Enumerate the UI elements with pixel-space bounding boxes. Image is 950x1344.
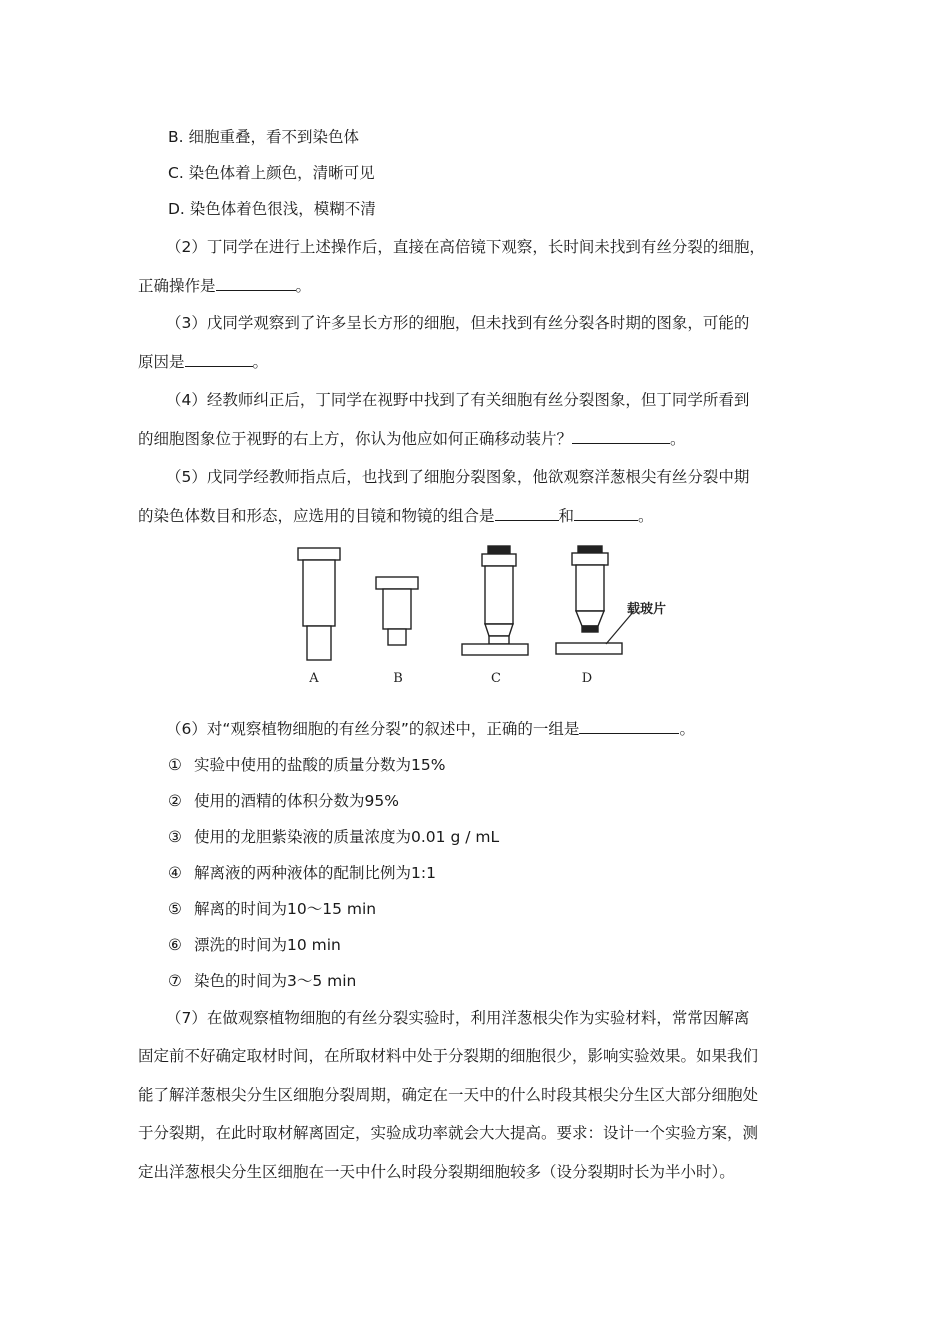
q2-answer-blank[interactable]: [216, 276, 296, 291]
q5-line2: [138, 506, 654, 526]
option-d: D. 染色体着色很浅，模糊不清: [168, 200, 376, 218]
eyepiece-b: [376, 577, 418, 645]
slide-label: 载玻片: [627, 602, 667, 617]
q6-answer-blank[interactable]: [579, 719, 679, 734]
q3-answer-blank[interactable]: [185, 352, 253, 367]
q5-suffix: 。: [638, 507, 654, 525]
item-text: 解离的时间为10～15 min: [194, 900, 377, 918]
item-number: ④: [168, 864, 182, 882]
q6-prefix: （6）对“观察植物细胞的有丝分裂”的叙述中，正确的一组是: [166, 720, 580, 738]
q4-suffix: 。: [670, 430, 686, 448]
item-text: 实验中使用的盐酸的质量分数为15%: [194, 756, 446, 774]
q6-line1: [166, 719, 695, 739]
q4-line2: [138, 429, 686, 449]
q7-line3: 能了解洋葱根尖分生区细胞分裂周期，确定在一天中的什么时段其根尖分生区大部分细胞处: [138, 1086, 759, 1104]
item-number: ⑥: [168, 936, 182, 954]
label-d: D: [581, 671, 593, 686]
item-text: 解离液的两种液体的配制比例为1:1: [194, 864, 436, 882]
q5-prefix: 的染色体数目和形态，应选用的目镜和物镜的组合是: [138, 507, 495, 525]
q3-line2: [138, 352, 268, 372]
q7-line4: 于分裂期，在此时取材解离固定，实验成功率就会大大提高。要求：设计一个实验方案，测: [138, 1124, 759, 1142]
item-text: 使用的龙胆紫染液的质量浓度为0.01 g / mL: [194, 828, 500, 846]
option-c: C. 染色体着上颜色，清晰可见: [168, 164, 375, 182]
item-number: ①: [168, 756, 182, 774]
q6-item: [168, 971, 356, 991]
q2-line1: （2）丁同学在进行上述操作后，直接在高倍镜下观察，长时间未找到有丝分裂的细胞，: [166, 238, 765, 256]
q6-suffix: 。: [679, 720, 695, 738]
q6-item: [168, 755, 445, 775]
q7-line2: 固定前不好确定取材时间，在所取材料中处于分裂期的细胞很少，影响实验效果。如果我们: [138, 1047, 759, 1065]
label-a: A: [309, 671, 319, 686]
lens-figure: [290, 540, 667, 690]
q3-line1: （3）戊同学观察到了许多呈长方形的细胞，但未找到有丝分裂各时期的图象，可能的: [166, 314, 750, 332]
objective-d: [556, 546, 634, 654]
q3-suffix: 。: [252, 353, 269, 371]
item-text: 使用的酒精的体积分数为95%: [194, 792, 399, 810]
q4-line1: （4）经教师纠正后，丁同学在视野中找到了有关细胞有丝分裂图象，但丁同学所看到: [166, 391, 750, 409]
objective-c: [462, 546, 528, 655]
item-number: ③: [168, 828, 182, 846]
q7-line1: （7）在做观察植物细胞的有丝分裂实验时，利用洋葱根尖作为实验材料，常常因解离: [166, 1009, 750, 1027]
q6-item: [168, 935, 341, 955]
q6-item: [168, 827, 499, 847]
q2-suffix: 。: [295, 277, 312, 295]
option-b: B. 细胞重叠，看不到染色体: [168, 128, 359, 146]
q4-answer-blank[interactable]: [572, 429, 670, 444]
q7-line5: 定出洋葱根尖分生区细胞在一天中什么时段分裂期细胞较多（设分裂期时长为半小时）。: [138, 1163, 735, 1181]
q5-answer-blank-2[interactable]: [574, 506, 638, 521]
q4-prefix: 的细胞图象位于视野的右上方，你认为他应如何正确移动装片？: [138, 430, 573, 448]
q5-answer-blank-1[interactable]: [495, 506, 559, 521]
q2-line2: [138, 276, 311, 296]
q6-item: [168, 791, 399, 811]
q5-line1: （5）戊同学经教师指点后，也找到了细胞分裂图象，他欲观察洋葱根尖有丝分裂中期: [166, 468, 750, 486]
label-c: C: [491, 671, 501, 686]
item-number: ②: [168, 792, 182, 810]
eyepiece-a: [298, 548, 340, 660]
q3-prefix: 原因是: [138, 353, 185, 371]
q6-item: [168, 863, 436, 883]
item-number: ⑤: [168, 900, 182, 918]
item-number: ⑦: [168, 972, 182, 990]
q6-item: [168, 899, 376, 919]
item-text: 染色的时间为3～5 min: [194, 972, 357, 990]
label-b: B: [393, 671, 403, 686]
item-text: 漂洗的时间为10 min: [194, 936, 341, 954]
q2-prefix: 正确操作是: [138, 277, 216, 295]
q5-mid: 和: [558, 507, 575, 525]
